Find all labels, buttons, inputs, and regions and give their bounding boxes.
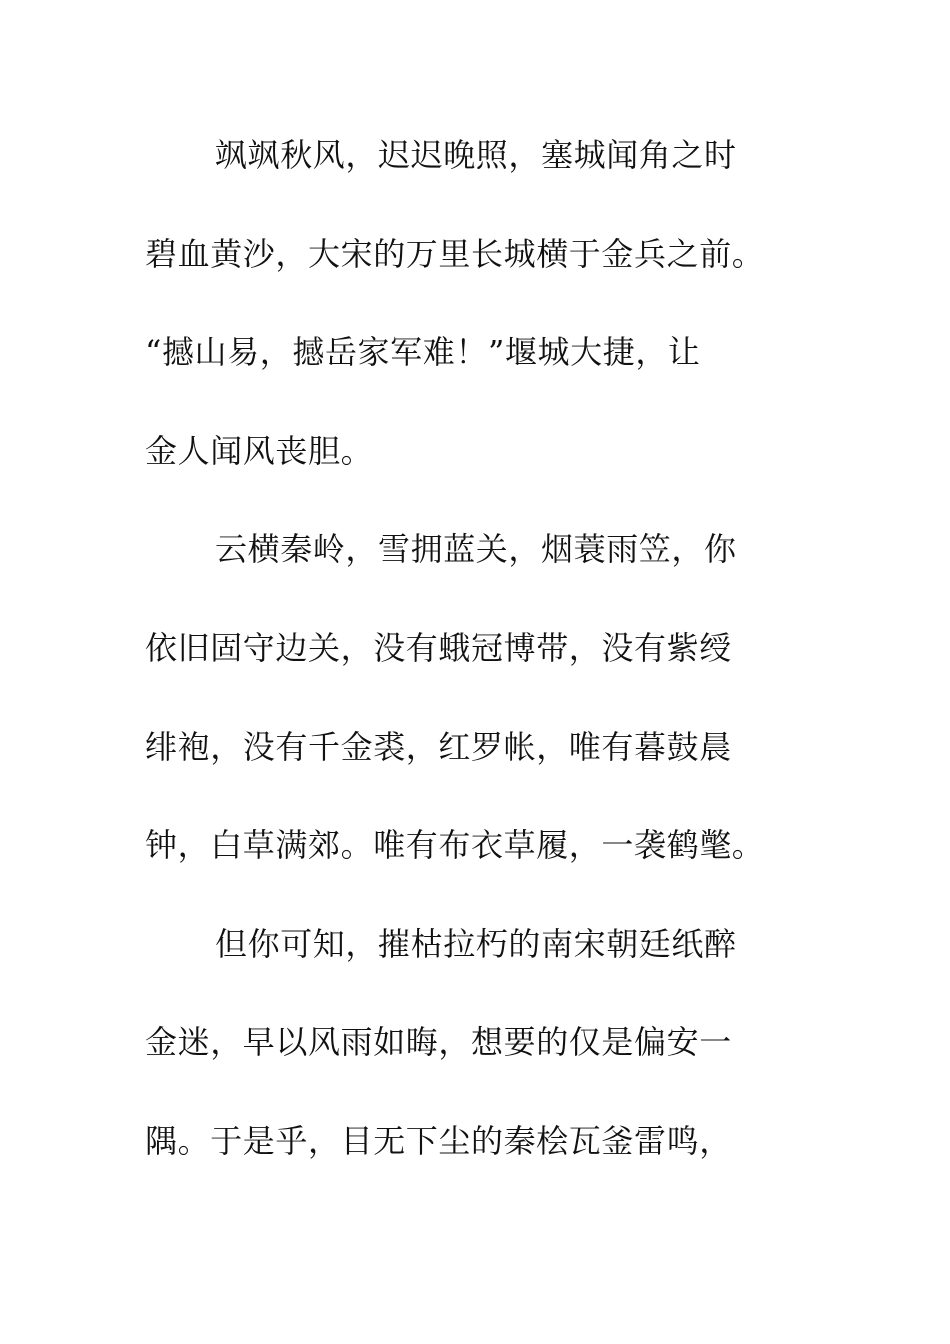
text-line: 飒飒秋风，迟迟晚照，塞城闻角之时: [215, 136, 737, 174]
text-line: 云横秦岭，雪拥蓝关，烟蓑雨笠，你: [215, 530, 737, 569]
paragraph: [145, 519, 805, 913]
text-line: 绯袍，没有千金裘，红罗帐，唯有暮鼓晨: [145, 727, 732, 766]
paragraph: [145, 125, 805, 519]
body-text: [145, 125, 805, 1210]
text-line: 依旧固守边关，没有蛾冠博带，没有紫绶: [145, 628, 732, 667]
text-line: 钟，白草满郊。唯有布衣草履，一袭鹤氅。: [145, 826, 765, 865]
paragraph: [145, 914, 805, 1210]
text-line: 隅。于是乎，目无下尘的秦桧瓦釜雷鸣，: [145, 1121, 732, 1160]
text-line: 金人闻风丧胆。: [145, 431, 374, 470]
text-line: “撼山易，撼岳家军难！”堰城大捷，让: [145, 333, 701, 372]
text-line: 但你可知，摧枯拉朽的南宋朝廷纸醉: [215, 924, 737, 963]
text-line: 金迷，早以风雨如晦，想要的仅是偏安一: [145, 1023, 732, 1062]
text-line: 碧血黄沙，大宋的万里长城横于金兵之前。: [145, 234, 765, 273]
